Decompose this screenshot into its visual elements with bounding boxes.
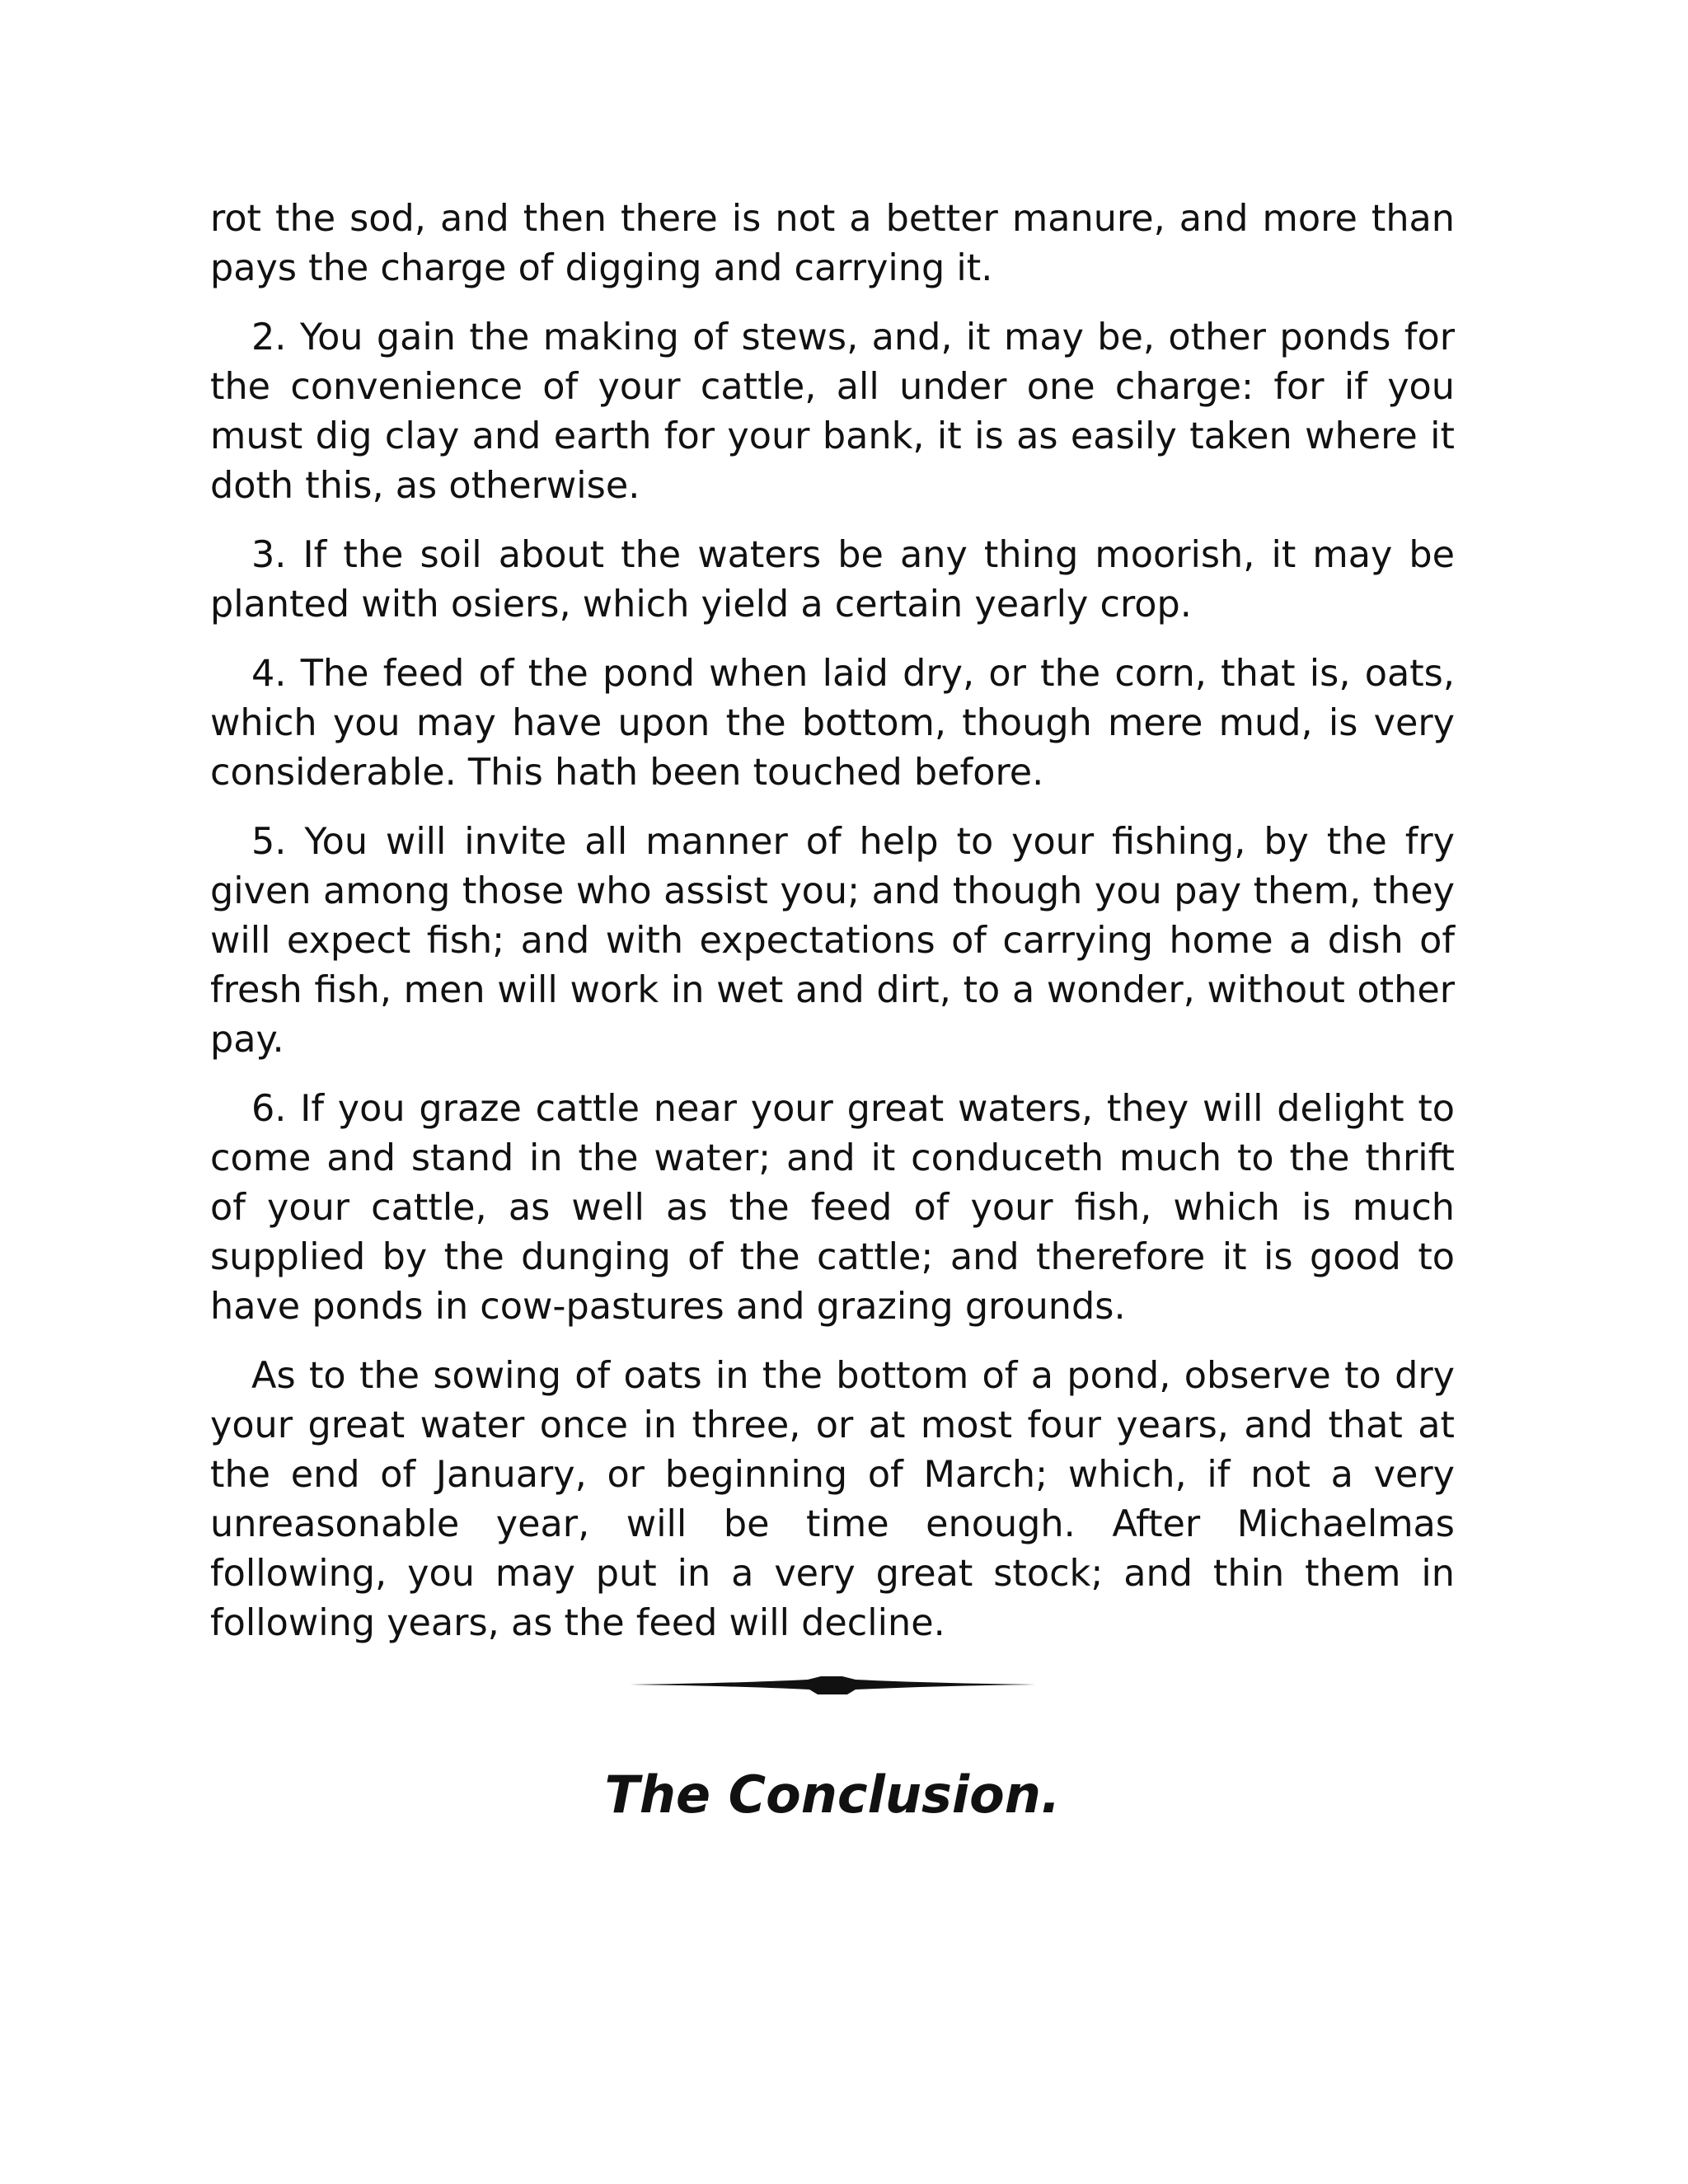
paragraph-3: 3. If the soil about the waters be any thing moorish, it may be planted with osiers, which yield a certain yearly crop. (210, 534, 1455, 626)
paragraph-2: 2. You gain the making of stews, and, it may be, other ponds for the convenience of your cattle, all under one charge: for if you must dig clay and earth for your bank, it is as easily taken where it doth this, as otherwise. (210, 316, 1455, 507)
paragraph-4: 4. The feed of the pond when laid dry, or the corn, that is, oats, which you may have upon the bottom, though mere mud, is very considerable. This hath been touched before. (210, 653, 1455, 794)
paragraph-6: 6. If you graze cattle near your great waters, they will delight to come and stand in the water; and it conduceth much to the thrift of your cattle, as well as the feed of your fish, which is much supplied by the dunging of the cattle; and therefore it is good to have ponds in cow-pastures and grazing grounds. (210, 1088, 1455, 1328)
paragraph-5: 5. You will invite all manner of help to your fishing, by the fry given among those who assist you; and though you pay them, they will expect fish; and with expectations of carrying home a dish of fresh fish, men will work in wet and dirt, to a wonder, without other pay. (210, 821, 1455, 1061)
body-text (210, 194, 1455, 1668)
divider-ornament (626, 1665, 1039, 1704)
paragraph-oats: As to the sowing of oats in the bottom of a pond, observe to dry your great water once in three, or at most four years, and that at the end of January, or beginning of March; which, if not a very unreasonable year, will be time enough. After Michaelmas following, you may put in a very great stock; and thin them in following years, as the feed will decline. (210, 1355, 1455, 1644)
section-heading: The Conclusion. (604, 1765, 1061, 1825)
paragraph-continued: rot the sod, and then there is not a better manure, and more than pays the charge of digging and carrying it. (210, 198, 1455, 289)
